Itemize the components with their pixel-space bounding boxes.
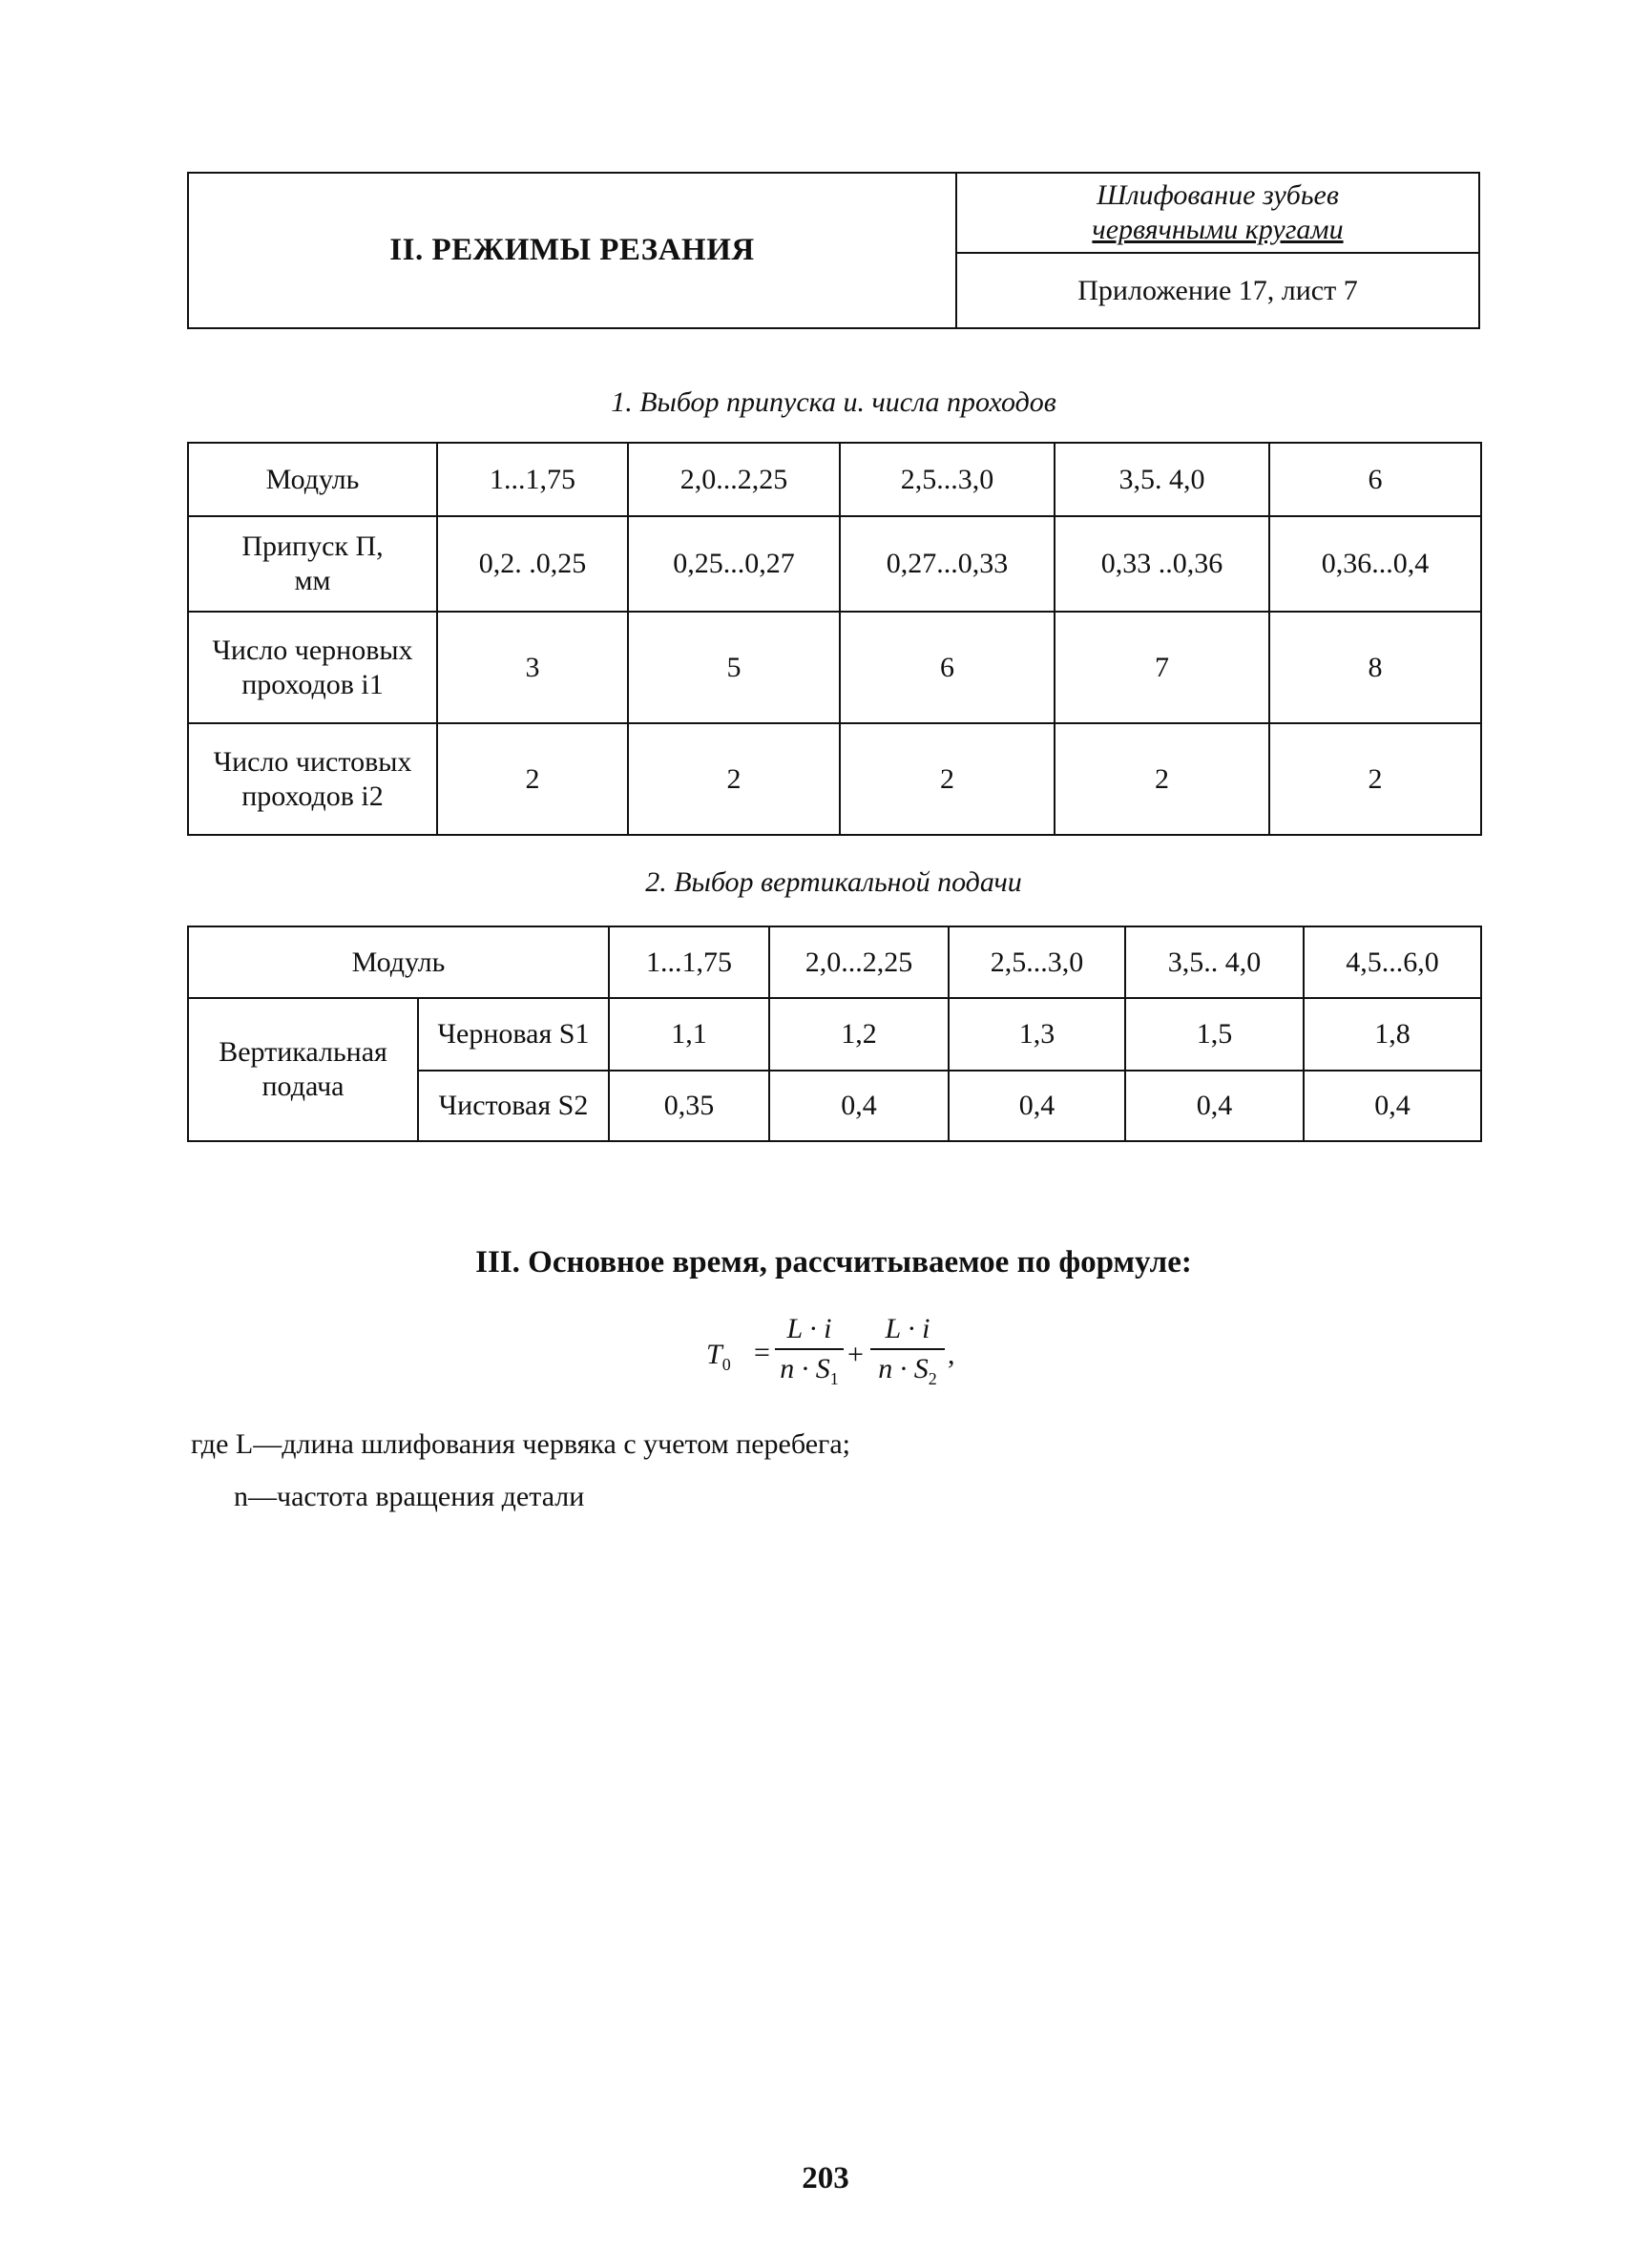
formula-comma: , — [948, 1339, 955, 1370]
table-cell: 0,36...0,4 — [1269, 516, 1481, 612]
table-row — [188, 998, 1481, 1071]
rough-feed-label: Черновая S1 — [418, 998, 609, 1071]
table-cell: 3 — [437, 612, 628, 723]
table-cell: 0,33 ..0,36 — [1055, 516, 1269, 612]
module-label: Модуль — [188, 926, 609, 998]
table-cell: 8 — [1269, 612, 1481, 723]
table-cell: 2 — [1269, 723, 1481, 835]
note-length: где L—длина шлифования червяка с учетом перебега; — [191, 1428, 851, 1460]
table-cell: 0,25...0,27 — [628, 516, 840, 612]
page-number: 203 — [802, 2161, 849, 2195]
table-cell: 3,5. 4,0 — [1055, 443, 1269, 516]
table-cell: 1,5 — [1125, 998, 1304, 1071]
allowance-table — [187, 442, 1482, 836]
table-row — [188, 926, 1481, 998]
row-label-line-2: проходов i2 — [241, 780, 384, 812]
table-cell: 0,4 — [1125, 1071, 1304, 1141]
fraction-2-den-subscript: 2 — [928, 1369, 937, 1388]
row-label-line-1: Число черновых — [212, 634, 413, 666]
fraction-1-denominator — [775, 1352, 844, 1386]
table-cell: 1,3 — [949, 998, 1125, 1071]
table-cell: 1...1,75 — [437, 443, 628, 516]
table-row — [188, 516, 1481, 612]
formula-fraction-2 — [870, 1312, 945, 1386]
topic-line-2: червячными кругами — [1092, 214, 1344, 245]
table-cell: 2,5...3,0 — [949, 926, 1125, 998]
table-cell: 2,0...2,25 — [628, 443, 840, 516]
formula-lhs-symbol: T — [706, 1339, 722, 1370]
row-label-line-2: мм — [294, 565, 331, 596]
fraction-1-bar — [775, 1348, 844, 1350]
table-cell: 3,5.. 4,0 — [1125, 926, 1304, 998]
table-cell: 1,1 — [609, 998, 769, 1071]
topic-line-1: Шлифование зубьев — [1097, 179, 1339, 211]
table1-caption: 1. Выбор припуска и. числа проходов — [611, 386, 1056, 418]
vertical-feed-label — [188, 998, 418, 1141]
section-title: II. РЕЖИМЫ РЕЗАНИЯ — [189, 174, 957, 327]
row-label-line-1: Припуск П, — [241, 531, 384, 562]
note-frequency: n—частота вращения детали — [234, 1481, 585, 1512]
row-label — [188, 516, 437, 612]
table-cell: 0,35 — [609, 1071, 769, 1141]
finish-feed-label: Чистовая S2 — [418, 1071, 609, 1141]
table-cell: 1,8 — [1304, 998, 1481, 1071]
row-label — [188, 723, 437, 835]
table-cell: 2 — [1055, 723, 1269, 835]
table-cell: 2,5...3,0 — [840, 443, 1055, 516]
table2-caption: 2. Выбор вертикальной подачи — [645, 866, 1022, 898]
table-cell: 2 — [628, 723, 840, 835]
table-cell: 0,27...0,33 — [840, 516, 1055, 612]
table-cell: 6 — [1269, 443, 1481, 516]
table-cell: 1,2 — [769, 998, 949, 1071]
table-cell: 0,4 — [949, 1071, 1125, 1141]
table-row — [188, 723, 1481, 835]
header-box — [187, 172, 1480, 329]
formula-lhs — [706, 1339, 731, 1375]
fraction-1-den-subscript: 1 — [829, 1369, 839, 1388]
feed-table — [187, 926, 1482, 1142]
section3-title: III. Основное время, рассчитываемое по формуле: — [475, 1245, 1192, 1280]
row-label: Модуль — [188, 443, 437, 516]
table-row — [188, 443, 1481, 516]
row-label — [188, 612, 437, 723]
formula-equals: = — [754, 1337, 770, 1368]
table-cell: 4,5...6,0 — [1304, 926, 1481, 998]
table-cell: 0,2. .0,25 — [437, 516, 628, 612]
table-cell: 7 — [1055, 612, 1269, 723]
main-time-formula — [706, 1312, 993, 1407]
fraction-2-den-text: n · S — [878, 1353, 929, 1384]
fraction-2-bar — [870, 1348, 945, 1350]
fraction-2-numerator: L · i — [885, 1313, 930, 1344]
formula-fraction-1 — [775, 1312, 844, 1386]
table-cell: 0,4 — [769, 1071, 949, 1141]
fraction-2-denominator — [870, 1352, 945, 1386]
formula-plus: + — [847, 1339, 864, 1370]
table-cell: 2,0...2,25 — [769, 926, 949, 998]
row-label-line-2: проходов i1 — [241, 668, 384, 700]
table-cell: 1...1,75 — [609, 926, 769, 998]
table-row — [188, 612, 1481, 723]
table-cell: 0,4 — [1304, 1071, 1481, 1141]
group-label-line-2: подача — [261, 1071, 345, 1102]
table-cell: 6 — [840, 612, 1055, 723]
table-cell: 5 — [628, 612, 840, 723]
formula-lhs-subscript: 0 — [721, 1355, 731, 1374]
fraction-1-den-text: n · S — [780, 1353, 830, 1384]
table-cell: 2 — [840, 723, 1055, 835]
table-cell: 2 — [437, 723, 628, 835]
appendix-label: Приложение 17, лист 7 — [1077, 274, 1358, 306]
topic-title — [957, 174, 1478, 254]
fraction-1-numerator: L · i — [786, 1313, 832, 1344]
group-label-line-1: Вертикальная — [219, 1036, 387, 1068]
row-label-line-1: Число чистовых — [213, 745, 412, 778]
